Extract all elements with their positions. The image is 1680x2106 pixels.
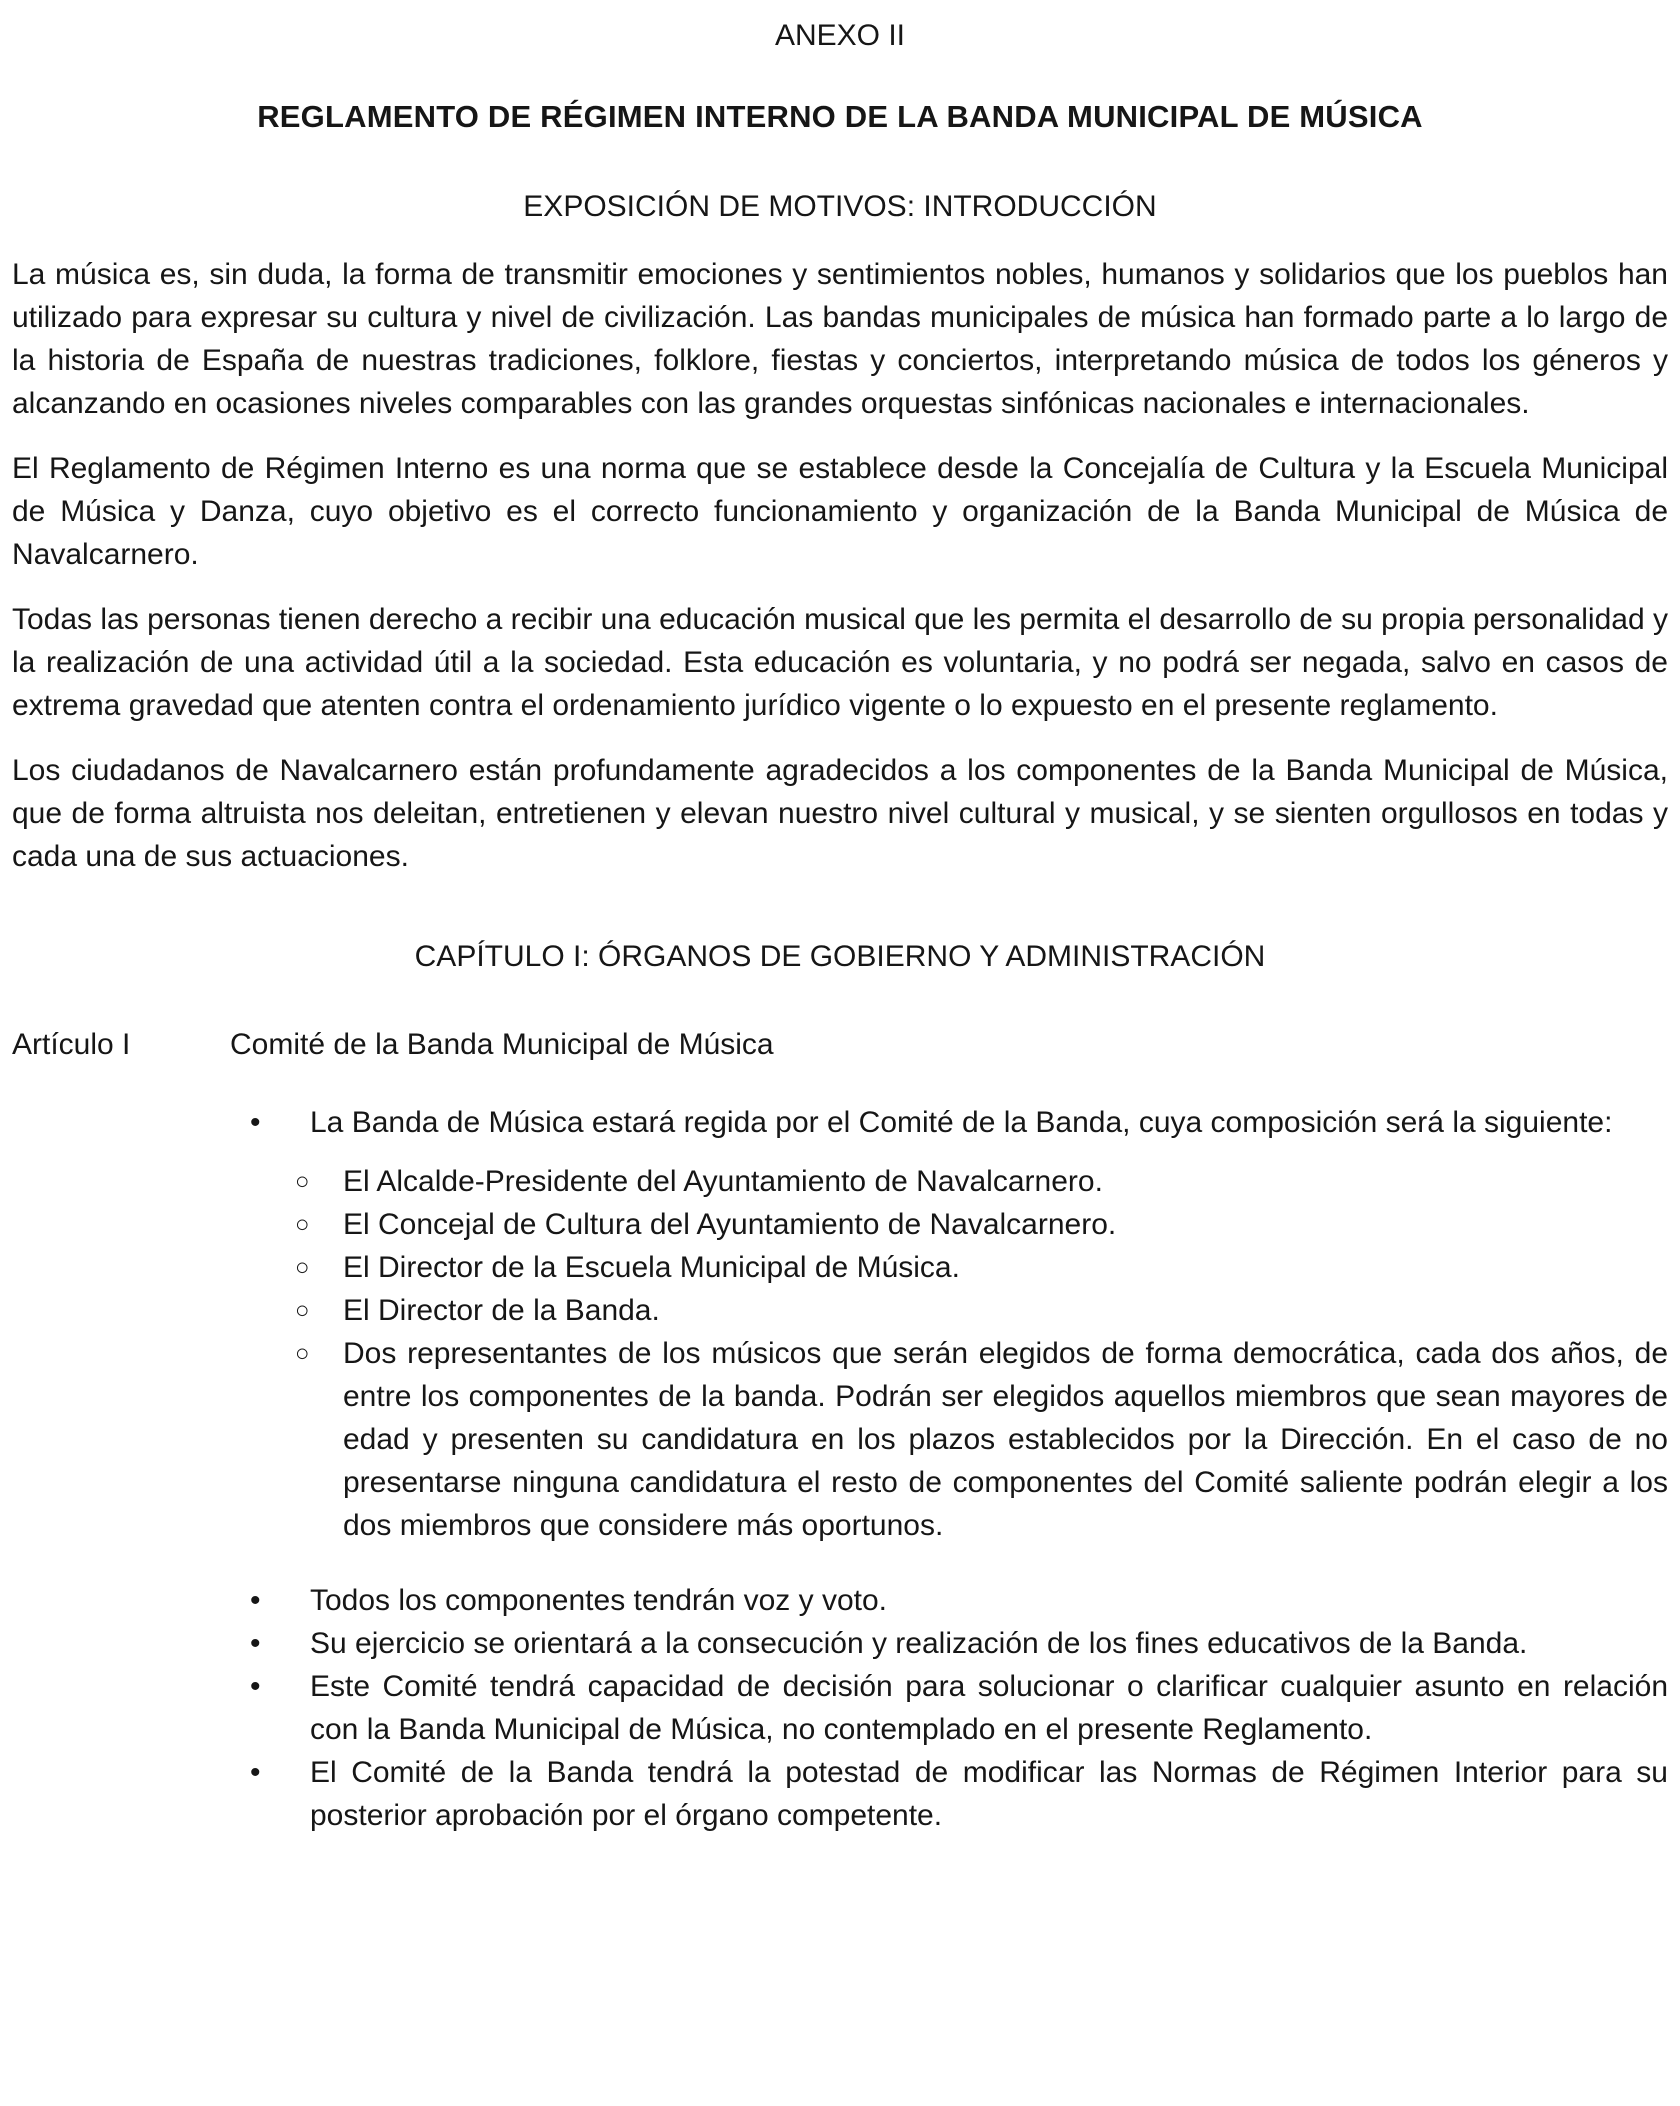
sub-list-item-text: El Director de la Banda.: [343, 1294, 660, 1327]
sub-list-item: [295, 1246, 1668, 1289]
list-item-text: Su ejercicio se orientará a la consecución y realización de los fines educativos de la Banda.: [310, 1627, 1528, 1660]
circle-bullet-icon: ○: [295, 1254, 310, 1281]
bullet-icon: •: [250, 1627, 261, 1660]
intro-paragraph-4: Los ciudadanos de Navalcarnero están profundamente agradecidos a los componentes de la Banda Municipal de Música, que de forma altruista nos deleitan, entretienen y elevan nuestro nivel cultural y musical, y se sienten orgullosos en todas y cada una de sus actuaciones.: [12, 754, 1668, 873]
intro-paragraph-1: La música es, sin duda, la forma de transmitir emociones y sentimientos nobles, humanos y solidarios que los pueblos han utilizado para expresar su cultura y nivel de civilización. Las bandas municipales de música han formado parte a lo largo de la historia de España de nuestras tradiciones, folklore, fiestas y conciertos, interpretando música de todos los géneros y alcanzando en ocasiones niveles comparables con las grandes orquestas sinfónicas nacionales e internacionales.: [12, 258, 1668, 420]
list-item: [250, 1665, 1668, 1751]
sub-list-item: [295, 1203, 1668, 1246]
sub-list-item: [295, 1289, 1668, 1332]
chapter-heading: CAPÍTULO I: ÓRGANOS DE GOBIERNO Y ADMINISTRACIÓN: [414, 940, 1266, 973]
main-title: REGLAMENTO DE RÉGIMEN INTERNO DE LA BANDA MUNICIPAL DE MÚSICA: [257, 99, 1423, 134]
circle-bullet-icon: ○: [295, 1340, 310, 1367]
article-row: [12, 1023, 1668, 1066]
list-item-text: La Banda de Música estará regida por el Comité de la Banda, cuya composición será la siguiente:: [310, 1106, 1613, 1139]
sub-list-item-text: El Concejal de Cultura del Ayuntamiento de Navalcarnero.: [343, 1208, 1117, 1241]
article-title: Comité de la Banda Municipal de Música: [230, 1028, 774, 1061]
document-page: [0, 14, 1680, 2106]
circle-bullet-icon: ○: [295, 1297, 310, 1324]
article-label: Artículo I: [12, 1028, 131, 1061]
list-item-text: Todos los componentes tendrán voz y voto.: [310, 1584, 888, 1617]
bullet-icon: •: [250, 1756, 261, 1789]
sub-list: [12, 1160, 1668, 1547]
sub-list-item-text: El Director de la Escuela Municipal de Música.: [343, 1251, 960, 1284]
intro-paragraph-2: El Reglamento de Régimen Interno es una norma que se establece desde la Concejalía de Cultura y la Escuela Municipal de Música y Danza, cuyo objetivo es el correcto funcionamiento y organización de la Banda Municipal de Música de Navalcarnero.: [12, 452, 1668, 571]
bullet-icon: •: [250, 1670, 261, 1703]
list-item: [250, 1579, 1668, 1622]
list-item: [250, 1622, 1668, 1665]
list-item-text: Este Comité tendrá capacidad de decisión para solucionar o clarificar cualquier asunto en relación con la Banda Municipal de Música, no contemplado en el presente Reglamento.: [310, 1670, 1668, 1746]
sub-list-item-text: El Alcalde-Presidente del Ayuntamiento de Navalcarnero.: [343, 1165, 1103, 1198]
list-item: [250, 1751, 1668, 1837]
section-heading: EXPOSICIÓN DE MOTIVOS: INTRODUCCIÓN: [523, 190, 1157, 223]
intro-paragraph-3: Todas las personas tienen derecho a recibir una educación musical que les permita el desarrollo de su propia personalidad y la realización de una actividad útil a la sociedad. Esta educación es voluntaria, y no podrá ser negada, salvo en casos de extrema gravedad que atenten contra el ordenamiento jurídico vigente o lo expuesto en el presente reglamento.: [12, 603, 1668, 722]
bullet-icon: •: [250, 1584, 261, 1617]
sub-list-item: [295, 1160, 1668, 1203]
circle-bullet-icon: ○: [295, 1168, 310, 1195]
list-item: [250, 1101, 1668, 1144]
sub-list-item: [295, 1332, 1668, 1547]
list-item-text: El Comité de la Banda tendrá la potestad de modificar las Normas de Régimen Interior para su posterior aprobación por el órgano competente.: [310, 1756, 1668, 1832]
sub-list-item-text: Dos representantes de los músicos que serán elegidos de forma democrática, cada dos años, de entre los componentes de la banda. Podrán ser elegidos aquellos miembros que sean mayores de edad y presenten su candidatura en los plazos establecidos por la Dirección. En el caso de no presentarse ninguna candidatura el resto de componentes del Comité saliente podrán elegir a los dos miembros que considere más oportunos.: [343, 1337, 1668, 1542]
bullet-icon: •: [250, 1106, 261, 1139]
circle-bullet-icon: ○: [295, 1211, 310, 1238]
annex-title: ANEXO II: [774, 19, 906, 52]
